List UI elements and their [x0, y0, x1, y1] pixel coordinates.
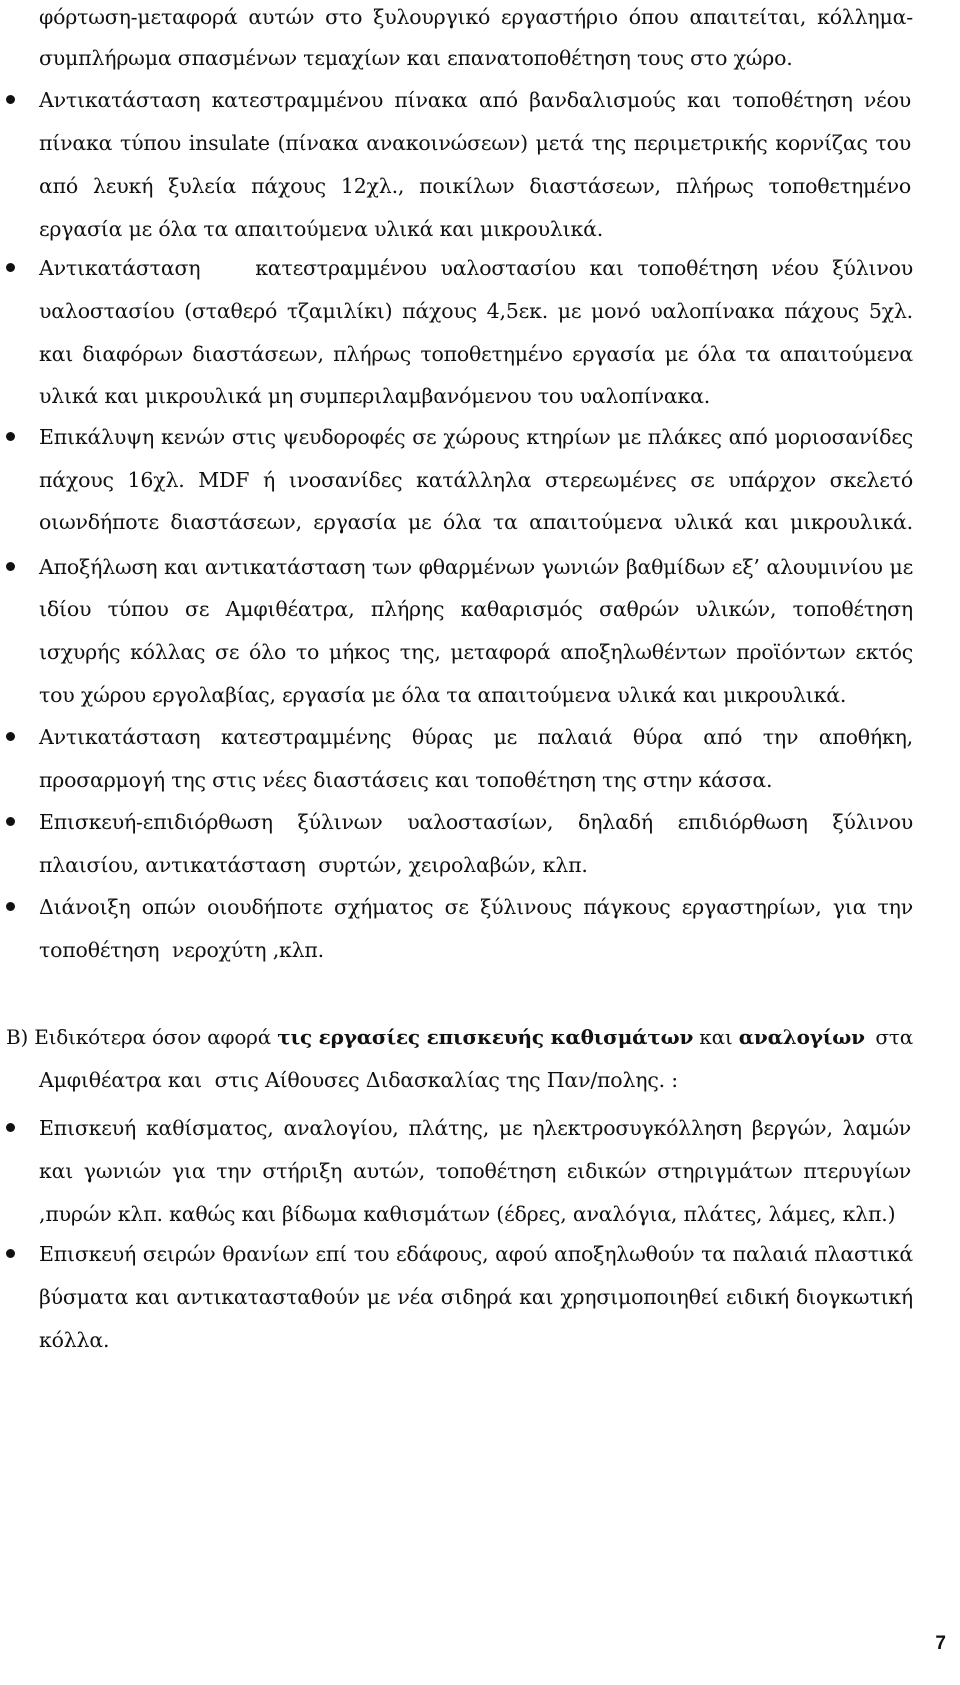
- list-item-line: υλικά και μικρουλικά μη συμπεριλαμβανόμενου του υαλοπίνακα.: [39, 384, 711, 408]
- section-b-heading-text: [6, 1023, 865, 1051]
- list-item-line: Επισκευή-επιδιόρθωση ξύλινων υαλοστασίων, δηλαδή επιδιόρθωση ξύλινου: [39, 810, 913, 834]
- bullet-icon: [6, 432, 15, 441]
- section-b-suffix: στα: [869, 1025, 913, 1049]
- section-b-line-2: Αμφιθέατρα και στις Αίθουσες Διδασκαλίας της Παν/πολης. :: [39, 1068, 678, 1092]
- list-item-line: Επισκευή καθίσματος, αναλογίου, πλάτης, με ηλεκτροσυγκόλληση βεργών, λαμών: [39, 1116, 911, 1140]
- page-number: 7: [935, 1633, 946, 1654]
- intro-line-1: φόρτωση-μεταφορά αυτών στο ξυλουργικό εργαστήριο όπου απαιτείται, κόλλημα-: [39, 5, 913, 29]
- list-item-line: βύσματα και αντικατασταθούν με νέα σιδηρά και χρησιμοποιηθεί ειδική διογκωτική: [39, 1285, 913, 1309]
- list-item-line: Αποξήλωση και αντικατάσταση των φθαρμένων γωνιών βαθμίδων εξ’ αλουμινίου με: [39, 555, 913, 579]
- list-item-line: προσαρμογή της στις νέες διαστάσεις και τοποθέτηση της στην κάσσα.: [39, 768, 773, 792]
- list-item-line: πίνακα τύπου insulate (πίνακα ανακοινώσεων) μετά της περιμετρικής κορνίζας του: [39, 131, 911, 155]
- bullet-icon: [6, 562, 15, 571]
- list-item-line: πλαισίου, αντικατάσταση συρτών, χειρολαβών, κλπ.: [39, 853, 588, 877]
- list-item-line: του χώρου εργολαβίας, εργασία με όλα τα απαιτούμενα υλικά και μικρουλικά.: [39, 683, 847, 707]
- bullet-icon: [6, 902, 15, 911]
- list-item-line: Διάνοιξη οπών οιουδήποτε σχήματος σε ξύλινους πάγκους εργαστηρίων, για την: [39, 895, 913, 919]
- list-item-line: Αντικατάσταση κατεστραμμένου υαλοστασίου και τοποθέτηση νέου ξύλινου: [39, 256, 913, 280]
- bullet-icon: [6, 95, 15, 104]
- bullet-icon: [6, 1123, 15, 1132]
- section-b-bold-lecterns: αναλογίων: [738, 1025, 865, 1049]
- bullet-icon: [6, 817, 15, 826]
- list-item-line: τοποθέτηση νεροχύτη ,κλπ.: [39, 938, 325, 962]
- bullet-icon: [6, 263, 15, 272]
- section-b-heading: [6, 1023, 913, 1051]
- list-item-line: Επισκευή σειρών θρανίων επί του εδάφους, αφού αποξηλωθούν τα παλαιά πλαστικά: [39, 1242, 913, 1266]
- intro-line-2: συμπλήρωμα σπασμένων τεμαχίων και επανατοποθέτηση τους στο χώρο.: [39, 46, 793, 70]
- bullet-icon: [6, 1249, 15, 1258]
- list-item-line: πάχους 16χλ. MDF ή ινοσανίδες κατάλληλα στερεωμένες σε υπάρχον σκελετό: [39, 468, 913, 492]
- list-item-line: υαλοστασίου (σταθερό τζαμιλίκι) πάχους 4,5εκ. με μονό υαλοπίνακα πάχους 5χλ.: [39, 299, 913, 323]
- list-item-line: και γωνιών για την στήριξη αυτών, τοποθέτηση ειδικών στηριγμάτων πτερυγίων: [39, 1159, 911, 1183]
- list-item-line: ιδίου τύπου σε Αμφιθέατρα, πλήρης καθαρισμός σαθρών υλικών, τοποθέτηση: [39, 597, 913, 621]
- list-item-line: Επικάλυψη κενών στις ψευδοροφές σε χώρους κτηρίων με πλάκες από μοριοσανίδες: [39, 425, 913, 449]
- list-item-line: Αντικατάσταση κατεστραμμένου πίνακα από βανδαλισμούς και τοποθέτηση νέου: [39, 88, 911, 112]
- list-item-line: ,πυρών κλπ. καθώς και βίδωμα καθισμάτων (έδρες, αναλόγια, πλάτες, λάμες, κλπ.): [39, 1202, 896, 1226]
- list-item-line: οιωνδήποτε διαστάσεων, εργασία με όλα τα απαιτούμενα υλικά και μικρουλικά.: [39, 510, 913, 534]
- section-b-connector: και: [693, 1025, 739, 1049]
- list-item-line: και διαφόρων διαστάσεων, πλήρως τοποθετημένο εργασία με όλα τα απαιτούμενα: [39, 342, 913, 366]
- list-item-line: Αντικατάσταση κατεστραμμένης θύρας με παλαιά θύρα από την αποθήκη,: [39, 725, 913, 749]
- section-b-bold-works: τις εργασίες επισκευής καθισμάτων: [277, 1025, 694, 1049]
- list-item-line: ισχυρής κόλλας σε όλο το μήκος της, μεταφορά αποξηλωθέντων προϊόντων εκτός: [39, 640, 913, 664]
- list-item-line: κόλλα.: [39, 1328, 110, 1352]
- list-item-line: από λευκή ξυλεία πάχους 12χλ., ποικίλων διαστάσεων, πλήρως τοποθετημένο: [39, 174, 911, 198]
- section-b-prefix: Β) Ειδικότερα όσον αφορά: [6, 1025, 278, 1049]
- list-item-line: εργασία με όλα τα απαιτούμενα υλικά και μικρουλικά.: [39, 217, 604, 241]
- bullet-icon: [6, 732, 15, 741]
